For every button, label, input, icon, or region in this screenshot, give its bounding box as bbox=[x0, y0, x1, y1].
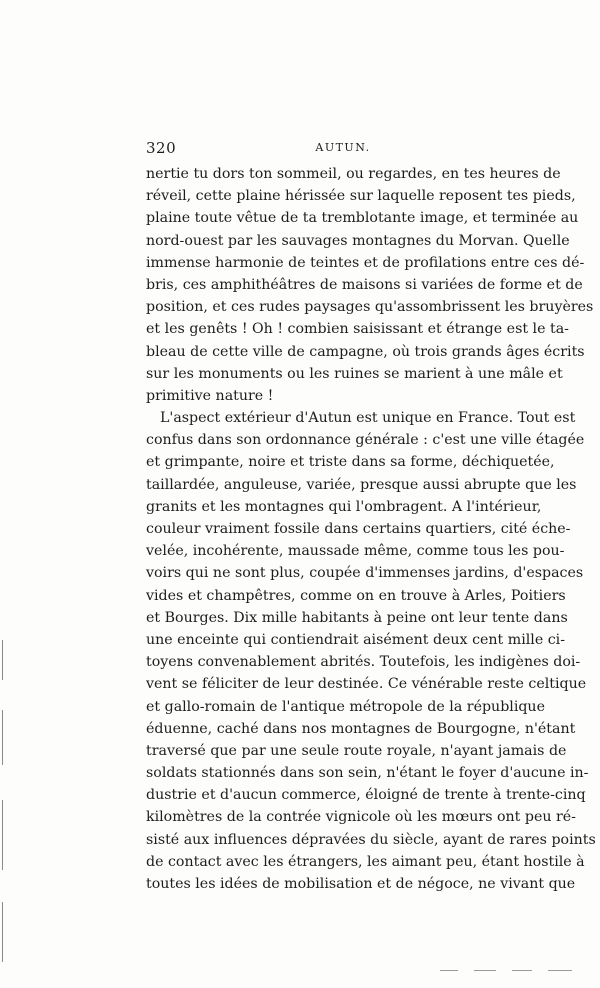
text-line-paragraph-end: primitive nature ! bbox=[146, 387, 274, 404]
text-line: sur les monuments ou les ruines se marient à une mâle et bbox=[146, 365, 563, 382]
text-line: vent se féliciter de leur destinée. Ce vénérable reste celtique bbox=[146, 676, 587, 693]
text-line: velée, incohérente, maussade même, comme tous les pou- bbox=[146, 543, 565, 560]
scan-bottom-artifact bbox=[440, 968, 580, 974]
scan-bottom-line bbox=[512, 970, 532, 971]
scan-edge-line bbox=[2, 710, 3, 765]
text-line: kilomètres de la contrée vignicole où les mœurs ont peu ré- bbox=[146, 809, 576, 826]
text-line: dustrie et d'aucun commerce, éloigné de trente à trente-cinq bbox=[146, 787, 586, 804]
text-line: et Bourges. Dix mille habitants à peine ont leur tente dans bbox=[146, 609, 568, 626]
page-number: 320 bbox=[146, 139, 177, 157]
text-line: toutes les idées de mobilisation et de négoce, ne vivant que bbox=[146, 876, 576, 892]
text-line: et gallo-romain de l'antique métropole de la république bbox=[146, 698, 545, 715]
text-line: traversé que par une seule route royale, n'ayant jamais de bbox=[146, 742, 567, 759]
text-line-paragraph-start: L'aspect extérieur d'Autun est unique en France. Tout est bbox=[160, 410, 576, 427]
scan-edge-line bbox=[2, 902, 3, 962]
text-line: et les genêts ! Oh ! combien saisissant et étrange est le ta- bbox=[146, 321, 569, 338]
text-line: plaine toute vêtue de ta tremblotante image, et terminée au bbox=[146, 210, 579, 227]
scan-edge-line bbox=[2, 640, 3, 680]
scan-edge-artifact bbox=[0, 640, 6, 980]
scan-bottom-line bbox=[440, 970, 458, 971]
text-line: nertie tu dors ton sommeil, ou regardes, en tes heures de bbox=[146, 166, 561, 182]
text-line: voirs qui ne sont plus, coupée d'immenses jardins, d'espaces bbox=[146, 565, 584, 582]
text-line: taillardée, anguleuse, variée, presque aussi abrupte que les bbox=[146, 476, 577, 493]
body-text bbox=[146, 163, 596, 895]
text-line: éduenne, caché dans nos montagnes de Bourgogne, n'étant bbox=[146, 720, 576, 737]
text-line: couleur vraiment fossile dans certains quartiers, cité éche- bbox=[146, 521, 571, 537]
text-line: vides et champêtres, comme on en trouve à Arles, Poitiers bbox=[146, 587, 566, 604]
text-line: bleau de cette ville de campagne, où trois grands âges écrits bbox=[146, 343, 585, 360]
running-title: AUTUN. bbox=[315, 141, 371, 154]
text-line: position, et ces rudes paysages qu'assombrissent les bruyères bbox=[146, 299, 594, 316]
running-head bbox=[146, 139, 518, 159]
text-line: soldats stationnés dans son sein, n'étant le foyer d'aucune in- bbox=[146, 765, 589, 782]
text-line: bris, ces amphithéâtres de maisons si variées de forme et de bbox=[146, 276, 583, 293]
text-line: granits et les montagnes qui l'ombragent. A l'intérieur, bbox=[146, 498, 542, 515]
text-line: réveil, cette plaine hérissée sur laquelle reposent tes pieds, bbox=[146, 188, 576, 205]
text-line: immense harmonie de teintes et de profilations entre ces dé- bbox=[146, 254, 585, 271]
text-line: et grimpante, noire et triste dans sa forme, déchiquetée, bbox=[146, 454, 555, 471]
text-line: confus dans son ordonnance générale : c'est une ville étagée bbox=[146, 432, 585, 449]
scan-bottom-line bbox=[548, 970, 572, 971]
text-line: nord-ouest par les sauvages montagnes du Morvan. Quelle bbox=[146, 232, 570, 249]
scan-bottom-line bbox=[474, 970, 496, 971]
text-line: de contact avec les étrangers, les aimant peu, étant hostile à bbox=[146, 853, 585, 870]
scan-edge-line bbox=[2, 800, 3, 870]
text-line: toyens convenablement abrités. Toutefois, les indigènes doi- bbox=[146, 654, 581, 671]
text-line: une enceinte qui contiendrait aisément deux cent mille ci- bbox=[146, 631, 566, 648]
text-line: sisté aux influences dépravées du siècle, ayant de rares points bbox=[146, 831, 596, 848]
